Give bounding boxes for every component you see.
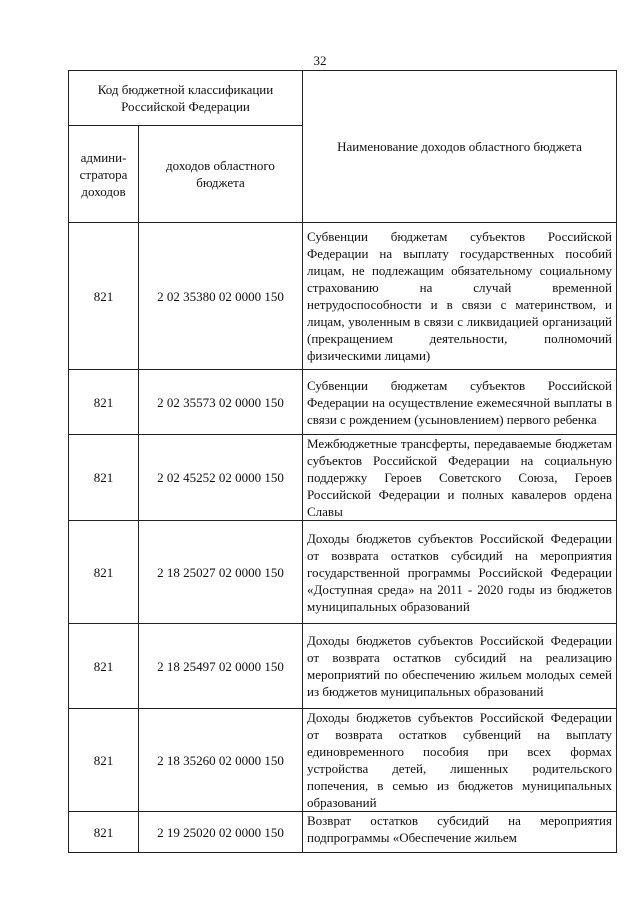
- income-code-cell: 2 02 35380 02 0000 150: [139, 223, 303, 370]
- classification-group-header: Код бюджетной классификации Российской Федерации: [69, 71, 303, 126]
- table-row: [69, 812, 617, 853]
- name-column-header: Наименование доходов областного бюджета: [303, 71, 617, 223]
- table-row: [69, 435, 617, 521]
- admin-code-cell: 821: [69, 709, 139, 812]
- admin-code-cell: 821: [69, 370, 139, 435]
- income-name-cell: Субвенции бюджетам субъектов Российской Федерации на осуществление ежемесячной выплаты в связи с рождением (усыновлением) первого ребенка: [303, 370, 617, 435]
- income-name-cell: Субвенции бюджетам субъектов Российской Федерации на выплату государственных пособий лицам, не подлежащим обязательному социальному страхованию на случай временной нетрудоспособности и в связи с материнством, и лицам, уволенным в связи с ликвидацией организаций (прекращением деятельности, полномочий физическими лицами): [303, 223, 617, 370]
- page-number: 32: [313, 53, 327, 68]
- admin-code-cell: 821: [69, 624, 139, 709]
- income-name-cell: Доходы бюджетов субъектов Российской Федерации от возврата остатков субсидий на мероприятия государственной программы Российской Федерации «Доступная среда» на 2011 - 2020 годы из бюджетов муниципальных образований: [303, 521, 617, 624]
- income-code-cell: 2 02 35573 02 0000 150: [139, 370, 303, 435]
- income-name-text: Возврат остатков субсидий на мероприятия подпрограммы «Обеспечение жильем: [307, 813, 612, 845]
- income-name-cell: Межбюджетные трансферты, передаваемые бюджетам субъектов Российской Федерации на социальную поддержку Героев Советского Союза, Героев Российской Федерации и полных кавалеров ордена Славы: [303, 435, 617, 521]
- income-code-cell: 2 18 35260 02 0000 150: [139, 709, 303, 812]
- admin-code-cell: 821: [69, 223, 139, 370]
- income-code-cell: 2 18 25027 02 0000 150: [139, 521, 303, 624]
- admin-code-cell: 821: [69, 521, 139, 624]
- income-code-cell: 2 18 25497 02 0000 150: [139, 624, 303, 709]
- income-name-cell: Доходы бюджетов субъектов Российской Федерации от возврата остатков субвенций на выплату единовременного пособия при всех формах устройства детей, лишенных родительского попечения, в семью из бюджетов муниципальных образований: [303, 709, 617, 812]
- income-code-cell: 2 19 25020 02 0000 150: [139, 812, 303, 853]
- income-column-header: доходов областного бюджета: [139, 126, 303, 223]
- income-name-cell: [303, 812, 617, 853]
- table-row: [69, 521, 617, 624]
- table-row: [69, 624, 617, 709]
- income-code-cell: 2 02 45252 02 0000 150: [139, 435, 303, 521]
- table-row: [69, 223, 617, 370]
- table-row: [69, 709, 617, 812]
- admin-code-cell: 821: [69, 812, 139, 853]
- table-row: [69, 370, 617, 435]
- admin-column-header: админи-стратора доходов: [69, 126, 139, 223]
- admin-code-cell: 821: [69, 435, 139, 521]
- budget-classification-table: [68, 70, 617, 853]
- table-header-row: [69, 71, 617, 126]
- income-name-cell: Доходы бюджетов субъектов Российской Федерации от возврата остатков субсидий на реализацию мероприятий по обеспечению жильем молодых семей из бюджетов муниципальных образований: [303, 624, 617, 709]
